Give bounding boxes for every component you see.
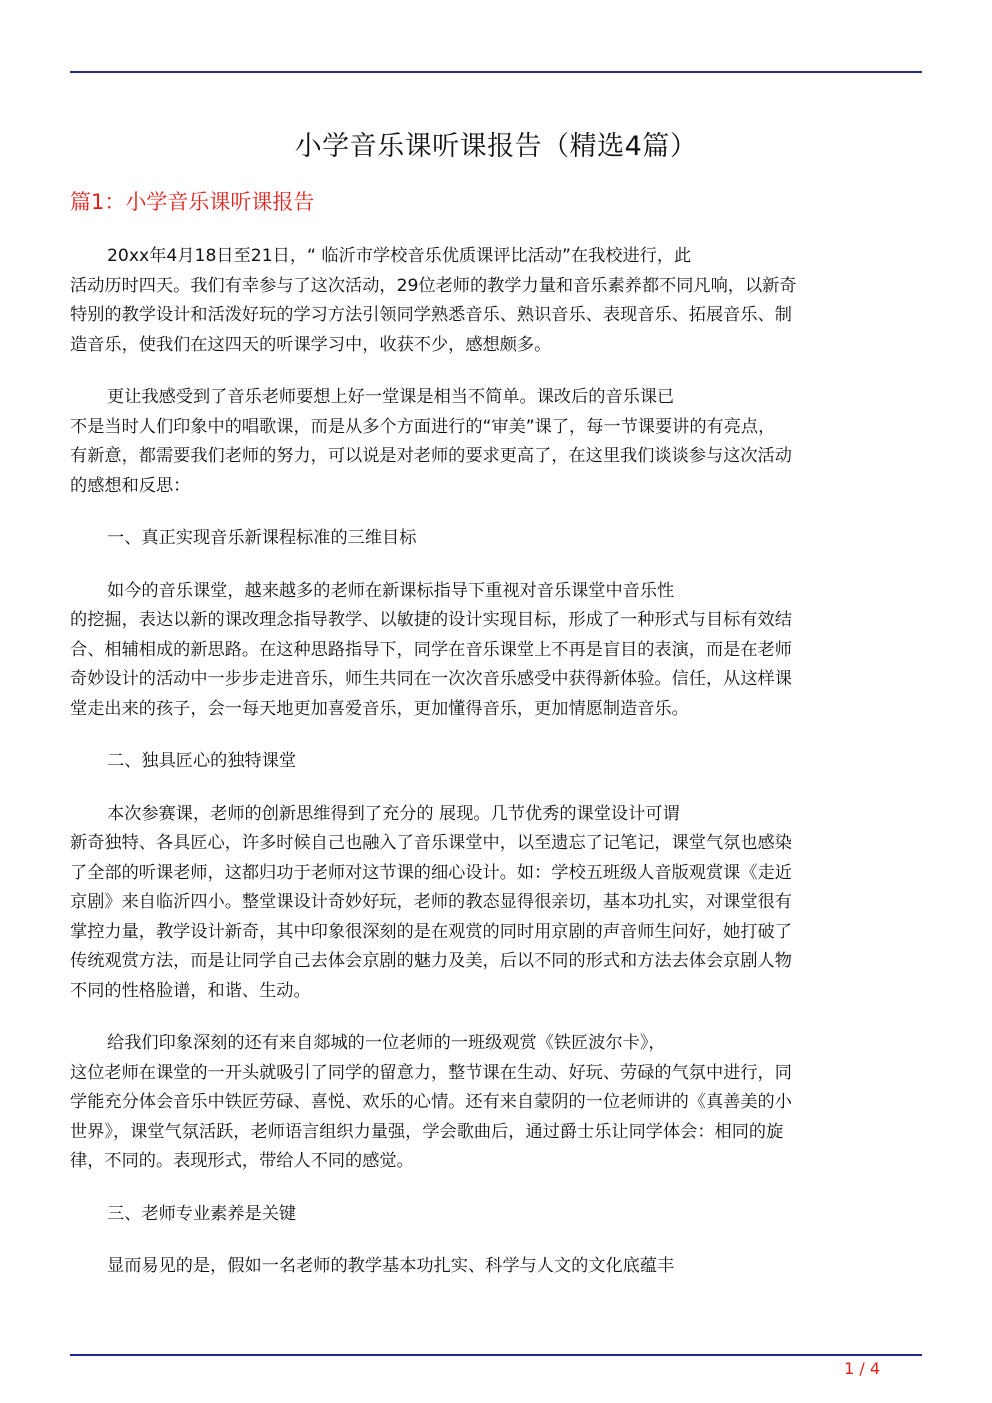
paragraph-line: 不是当时人们印象中的唱歌课，而是从多个方面进行的“审美”课了，每一节课要讲的有亮点， xyxy=(70,416,776,437)
paragraph-line: 奇妙设计的活动中一步步走进音乐，师生共同在一次次音乐感受中获得新体验。信任，从这样课 xyxy=(70,669,792,689)
paragraph-line: 有新意，都需要我们老师的努力，可以说是对老师的要求更高了，在这里我们谈谈参与这次活动 xyxy=(70,446,792,466)
paragraph-line: 不同的性格脸谱，和谐、生动。 xyxy=(70,980,311,1001)
paragraph-line: 更让我感受到了音乐老师要想上好一堂课是相当不简单。课改后的音乐课已 xyxy=(107,387,675,407)
document-title: 小学音乐课听课报告（精选4篇） xyxy=(294,131,698,162)
subheading: 三、老师专业素养是关键 xyxy=(107,1203,297,1224)
paragraph-line: 了全部的听课老师，这都归功于老师对这节课的细心设计。如：学校五班级人音版观赏课《走近 xyxy=(70,862,792,883)
paragraph-line: 世界》，课堂气氛活跃，老师语言组织力量强，学会歌曲后，通过爵士乐让同学体会：相同的旋 xyxy=(70,1121,784,1142)
paragraph xyxy=(70,1029,912,1177)
paragraph-line: 本次参赛课，老师的创新思维得到了充分的 展现。几节优秀的课堂设计可谓 xyxy=(107,803,680,824)
section-heading: 篇1：小学音乐课听课报告 xyxy=(70,190,315,214)
paragraph xyxy=(70,383,912,501)
paragraph-line: 活动历时四天。我们有幸参与了这次活动，29位老师的教学力量和音乐素养都不同凡响，以新奇 xyxy=(70,275,797,296)
paragraph-line: 特别的教学设计和活泼好玩的学习方法引领同学熟悉音乐、熟识音乐、表现音乐、拓展音乐、制 xyxy=(70,305,792,325)
footer-rule xyxy=(70,1354,922,1356)
paragraph-line: 给我们印象深刻的还有来自郯城的一位老师的一班级观赏《铁匠波尔卡》， xyxy=(107,1033,666,1053)
paragraph-line: 堂走出来的孩子，会一每天地更加喜爱音乐，更加懂得音乐，更加情愿制造音乐。 xyxy=(70,698,689,719)
paragraph-line: 的感想和反思： xyxy=(70,475,191,496)
paragraph-line: 20xx年4月18日至21日，“ 临沂市学校音乐优质课评比活动”在我校进行，此 xyxy=(107,246,692,266)
paragraph xyxy=(70,242,912,360)
paragraph-line: 如今的音乐课堂，越来越多的老师在新课标指导下重视对音乐课堂中音乐性 xyxy=(107,580,675,601)
paragraph-line: 新奇独特、各具匠心，许多时候自己也融入了音乐课堂中，以至遗忘了记笔记，课堂气氛也感染 xyxy=(70,833,792,853)
paragraph xyxy=(70,800,912,1007)
paragraph-line: 这位老师在课堂的一开头就吸引了同学的留意力，整节课在生动、好玩、劳碌的气氛中进行，同 xyxy=(70,1062,792,1083)
paragraph-line: 造音乐，使我们在这四天的听课学习中，收获不少，感想颇多。 xyxy=(70,334,552,355)
subheading: 二、独具匠心的独特课堂 xyxy=(107,751,297,771)
paragraph-line: 的挖掘，表达以新的课改理念指导教学、以敏捷的设计实现目标，形成了一种形式与目标有效结 xyxy=(70,610,792,630)
paragraph-line: 合、相辅相成的新思路。在这种思路指导下，同学在音乐课堂上不再是盲目的表演，而是在老师 xyxy=(70,639,792,660)
document-body xyxy=(70,242,912,1305)
header-rule xyxy=(70,71,922,73)
paragraph-line: 京剧》来自临沂四小。整堂课设计奇妙好玩，老师的教态显得很亲切，基本功扎实，对课堂很有 xyxy=(70,892,792,912)
paragraph-line: 显而易见的是，假如一名老师的教学基本功扎实、科学与人文的文化底蕴丰 xyxy=(107,1256,675,1276)
paragraph xyxy=(70,1252,912,1282)
paragraph xyxy=(70,577,912,725)
paragraph-line: 掌控力量，教学设计新奇，其中印象很深刻的是在观赏的同时用京剧的声音师生问好，她打破了 xyxy=(70,921,792,942)
page-number: 1 / 4 xyxy=(844,1359,880,1378)
paragraph-line: 律，不同的。表现形式，带给人不同的感觉。 xyxy=(70,1151,414,1171)
paragraph-line: 学能充分体会音乐中铁匠劳碌、喜悦、欢乐的心情。还有来自蒙阴的一位老师讲的《真善美的小 xyxy=(70,1092,792,1112)
paragraph-line: 传统观赏方法，而是让同学自己去体会京剧的魅力及美，后以不同的形式和方法去体会京剧人物 xyxy=(70,951,792,971)
subheading: 一、真正实现音乐新课程标准的三维目标 xyxy=(107,528,417,548)
